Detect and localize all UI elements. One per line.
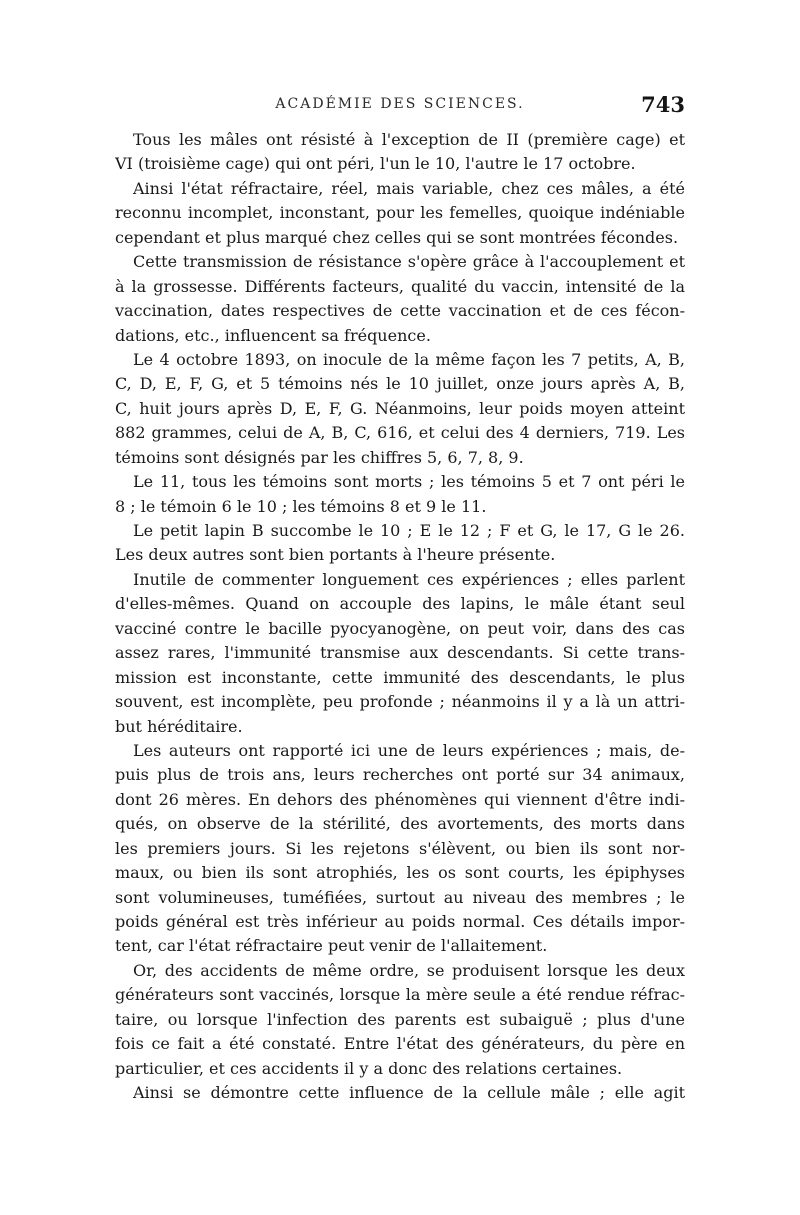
text-line: Les deux autres sont bien portants à l'heure présente. [115,545,556,565]
text-line: à la grossesse. Différents facteurs, qualité du vaccin, intensité de la [115,276,685,296]
text-line: Ainsi l'état réfractaire, réel, mais variable, chez ces mâles, a été [133,178,685,198]
text-line: témoins sont désignés par les chiffres 5, 6, 7, 8, 9. [115,447,524,467]
text-line: reconnu incomplet, inconstant, pour les femelles, quoique indéniable [115,203,685,223]
text-line: vaccination, dates respectives de cette vaccination et de ces fécon- [115,301,685,321]
text-line: Le 11, tous les témoins sont morts ; les témoins 5 et 7 ont péri le [133,472,685,492]
text-line: C, D, E, F, G, et 5 témoins nés le 10 juillet, onze jours après A, B, [115,374,685,394]
text-line: Tous les mâles ont résisté à l'exception de II (première cage) et [133,130,685,149]
text-line: tent, car l'état réfractaire peut venir de l'allaitement. [115,936,548,956]
text-line: fois ce fait a été constaté. Entre l'état des générateurs, du père en [115,1034,685,1054]
text-line: but héréditaire. [115,716,243,736]
text-line: qués, on observe de la stérilité, des avortements, des morts dans [115,814,685,834]
text-line: dont 26 mères. En dehors des phénomènes qui viennent d'être indi- [115,789,685,809]
text-line: assez rares, l'immunité transmise aux descendants. Si cette trans- [115,643,685,663]
text-line: vacciné contre le bacille pyocyanogène, on peut voir, dans des cas [115,618,685,638]
page-number: 743 [641,92,685,117]
text-line: taire, ou lorsque l'infection des parents est subaiguë ; plus d'une [115,1009,685,1029]
text-line: Le 4 octobre 1893, on inocule de la même façon les 7 petits, A, B, [133,349,685,369]
text-line: maux, ou bien ils sont atrophiés, les os sont courts, les épiphyses [115,863,685,883]
text-line: Or, des accidents de même ordre, se produisent lorsque les deux [133,960,685,980]
text-line: d'elles-mêmes. Quand on accouple des lapins, le mâle étant seul [115,594,685,614]
text-line: C, huit jours après D, E, F, G. Néanmoins, leur poids moyen atteint [115,398,685,418]
text-line: mission est inconstante, cette immunité des descendants, le plus [115,667,685,687]
text-line: Ainsi se démontre cette influence de la cellule mâle ; elle agit [133,1083,685,1103]
text-line: VI (troisième cage) qui ont péri, l'un le 10, l'autre le 17 octobre. [115,154,636,174]
text-line: 8 ; le témoin 6 le 10 ; les témoins 8 et 9 le 11. [115,496,487,516]
running-head [115,92,685,126]
text-line: Le petit lapin B succombe le 10 ; E le 12 ; F et G, le 17, G le 26. [133,521,685,540]
text-line: poids général est très inférieur au poids normal. Ces détails impor- [115,912,685,931]
body-text [115,128,685,1106]
text-line: sont volumineuses, tuméfiées, surtout au niveau des membres ; le [115,887,685,907]
text-line: 882 grammes, celui de A, B, C, 616, et celui des 4 derniers, 719. Les [115,423,685,443]
text-line: générateurs sont vaccinés, lorsque la mère seule a été rendue réfrac- [115,985,685,1005]
text-line: Cette transmission de résistance s'opère grâce à l'accouplement et [133,252,685,272]
text-line: particulier, et ces accidents il y a donc des relations certaines. [115,1058,623,1078]
header-title: ACADÉMIE DES SCIENCES. [275,96,525,112]
text-line: Inutile de commenter longuement ces expériences ; elles parlent [133,569,685,589]
text-line: souvent, est incomplète, peu profonde ; néanmoins il y a là un attri- [115,692,685,712]
text-line: les premiers jours. Si les rejetons s'élèvent, ou bien ils sont nor- [115,838,685,858]
text-line: Les auteurs ont rapporté ici une de leurs expériences ; mais, de- [133,740,685,760]
text-line: dations, etc., influencent sa fréquence. [115,325,431,345]
text-line: cependant et plus marqué chez celles qui se sont montrées fécondes. [115,227,679,247]
text-line: puis plus de trois ans, leurs recherches ont porté sur 34 animaux, [115,765,685,785]
